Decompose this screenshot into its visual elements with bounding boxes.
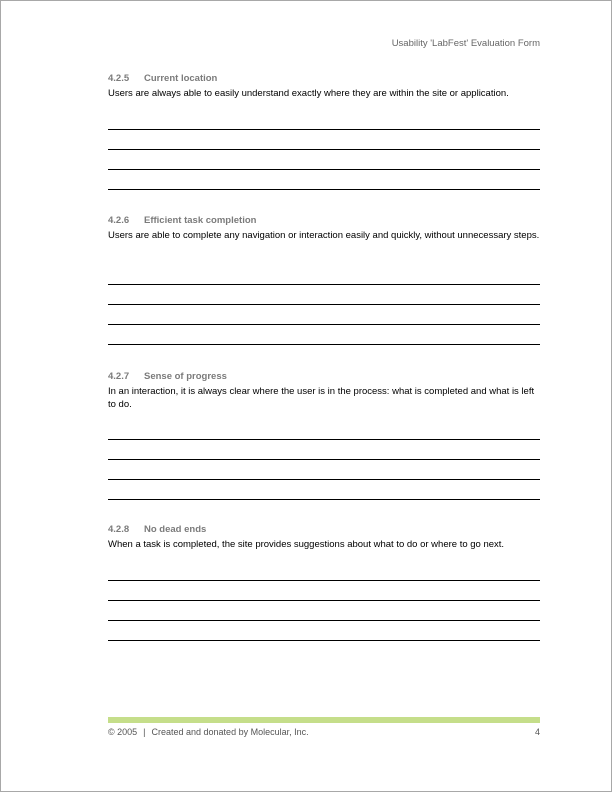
answer-line[interactable] bbox=[108, 189, 540, 190]
section-description: Users are always able to easily understand exactly where they are within the site or application. bbox=[108, 88, 509, 99]
answer-line[interactable] bbox=[108, 640, 540, 641]
section-heading bbox=[108, 524, 540, 535]
section-number: 4.2.7 bbox=[108, 371, 130, 382]
section-heading bbox=[108, 215, 540, 226]
answer-lines-efficient-task-completion[interactable] bbox=[108, 284, 540, 345]
footer-accent-bar bbox=[108, 717, 540, 723]
section-heading bbox=[108, 371, 540, 382]
footer-credits bbox=[108, 727, 309, 737]
section-number: 4.2.5 bbox=[108, 73, 130, 84]
answer-line[interactable] bbox=[108, 169, 540, 170]
document-header-title: Usability 'LabFest' Evaluation Form bbox=[391, 38, 540, 49]
answer-line[interactable] bbox=[108, 284, 540, 285]
section-number: 4.2.6 bbox=[108, 215, 130, 226]
answer-line[interactable] bbox=[108, 344, 540, 345]
section-description: Users are able to complete any navigation or interaction easily and quickly, without unnecessary steps. bbox=[108, 230, 540, 241]
answer-line[interactable] bbox=[108, 439, 540, 440]
section-current-location bbox=[108, 73, 540, 100]
section-title: Efficient task completion bbox=[144, 215, 257, 226]
section-title: Sense of progress bbox=[144, 371, 227, 382]
answer-line[interactable] bbox=[108, 149, 540, 150]
section-title: Current location bbox=[144, 73, 218, 84]
answer-line[interactable] bbox=[108, 459, 540, 460]
answer-line[interactable] bbox=[108, 304, 540, 305]
answer-line[interactable] bbox=[108, 499, 540, 500]
section-description: In an interaction, it is always clear where the user is in the process: what is completed and what is left to do. bbox=[108, 386, 535, 410]
answer-line[interactable] bbox=[108, 129, 540, 130]
footer-credit: Created and donated by Molecular, Inc. bbox=[151, 727, 309, 737]
answer-line[interactable] bbox=[108, 324, 540, 325]
section-number: 4.2.8 bbox=[108, 524, 130, 535]
answer-line[interactable] bbox=[108, 580, 540, 581]
answer-line[interactable] bbox=[108, 600, 540, 601]
answer-lines-current-location[interactable] bbox=[108, 129, 540, 190]
footer-copyright: © 2005 bbox=[108, 727, 138, 737]
page-number: 4 bbox=[534, 727, 540, 737]
answer-lines-sense-of-progress[interactable] bbox=[108, 439, 540, 500]
section-no-dead-ends bbox=[108, 524, 540, 551]
section-efficient-task-completion bbox=[108, 215, 540, 242]
answer-line[interactable] bbox=[108, 620, 540, 621]
section-heading bbox=[108, 73, 540, 84]
section-description: When a task is completed, the site provides suggestions about what to do or where to go next. bbox=[108, 539, 505, 550]
answer-lines-no-dead-ends[interactable] bbox=[108, 580, 540, 641]
section-title: No dead ends bbox=[144, 524, 207, 535]
section-sense-of-progress bbox=[108, 371, 540, 411]
answer-line[interactable] bbox=[108, 479, 540, 480]
footer-separator: | bbox=[143, 727, 146, 737]
